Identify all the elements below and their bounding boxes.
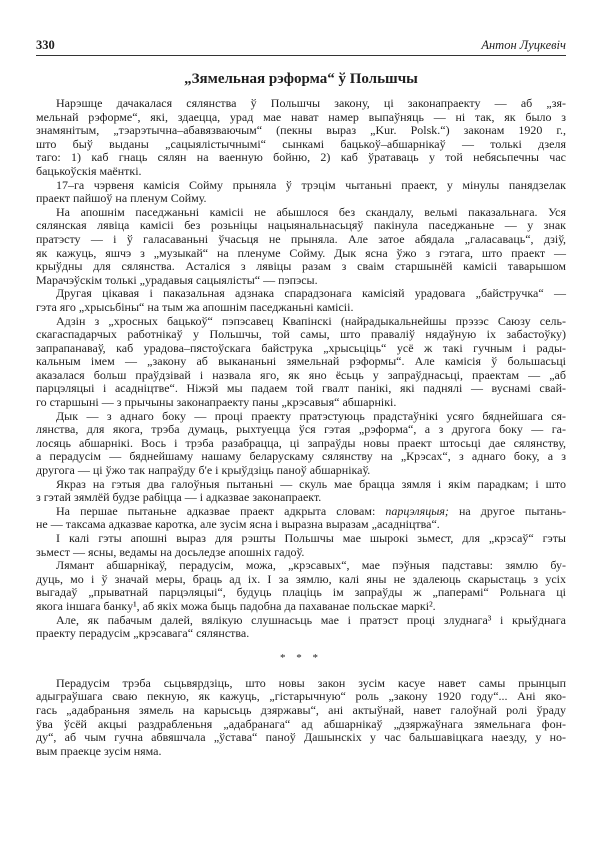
text-line: зьмест — ясны, ведамы на досьледзе апошніх гадоў.: [36, 544, 305, 559]
text-line: лосяць абшарнікі. Вось і трэба разабрацца, ці запраўды новы праект штосьці дае сялянству,: [36, 435, 566, 450]
text-line: кальным імем — „закону аб выкананьні зямельнай рэформы“. Але камісія ў большасьці: [36, 354, 566, 369]
paragraph: [36, 315, 566, 410]
text-line: таго: 1) каб гнаць сялян на ваенную бойню, 2) каб ўратаваць у той небясьпечны час: [36, 150, 566, 165]
text-line: ду“, аб чым гучна абвяшчала „ўстава“ паноў Дашынскіх у час бальшавіцкага наезду, у но-: [36, 730, 566, 745]
article-body: [36, 97, 566, 758]
text-line: ўва ўсёй акцыі раздрабленьня „адабранага“ ад абшарнікаў „дзяржаўнага зямельнага фон-: [36, 716, 566, 731]
text-line: пратэсту — і ў галасаваньні ўчасьця не прыняла. Але затое абядала „галасаваць“, дзіў,: [36, 231, 566, 246]
paragraph: [36, 287, 566, 314]
text-line: праекту перадусім „крэсавага“ сялянства.: [36, 626, 250, 641]
text-line: праект пайшоў на пленум Сойму.: [36, 191, 207, 206]
paragraph: [36, 505, 566, 532]
text-line: што быў выданы „сацыялістычнымі“ сынкамі бацькоў–абшарнікаў — толькі дзеля: [36, 136, 566, 151]
paragraph: [36, 97, 566, 179]
italic-term: парцэляцыя;: [385, 503, 449, 518]
running-header-author: Антон Луцкевіч: [481, 38, 566, 52]
text-line: з гэтай зямлёй будзе рабіцца — і адказвае законапраект.: [36, 490, 322, 505]
paragraph: [36, 559, 566, 613]
text-line: Лямант абшарнікаў, перадусім, можа, „крэсавых“, мае пэўныя падставы: зямлю бу-: [56, 558, 566, 573]
text-line: Нарэшце дачакалася сялянства ў Польшчы закону, ці законапраекту — аб „зя-: [56, 96, 566, 110]
text-line: 17–га чэрвеня камісія Сойму прыняла ў трэцім чытаньні праект, у мінулы панядзелак: [56, 177, 566, 192]
text-line: запрапанаваў, каб урадова–пястоўскага байструка „хрысьціць“ усё ж такі гучным і рады-: [36, 340, 566, 355]
text-line: крыўдны для сялянства. Асталіся з лявіцы разам з сваім старшынёй камісіі таварышом: [36, 259, 566, 274]
text-line: скагаспадарчых работнікаў у Польшчы, той самы, што праваліў нядаўную іх забастоўку): [36, 327, 566, 342]
text-line: мельнай рэформе“, які, здаецца, урад мае нават намер выпаўняць — ні так, як было з: [36, 109, 566, 124]
body-section-main: [36, 97, 566, 641]
paragraph: [36, 410, 566, 478]
text-line: На апошнім паседжаньні камісіі не абышлося без скандалу, вельмі паказальнага. Уся: [56, 204, 566, 219]
text-line: Перадусім трэба сьцьвярдзіць, што новы закон зусім касуе навет самы прынцып: [56, 675, 566, 690]
text-line: Дык — з аднаго боку — проці праекту пратэстуюць прадстаўнікі усяго бяднейшага ся-: [56, 408, 566, 423]
text-line: гэта яго „хрысьбіны“ на тым жа апошнім паседжаньні камісіі.: [36, 299, 354, 314]
paragraph: [36, 179, 566, 206]
text-line: адыграўшага сваю пекную, як кажуць, „гістарычную“ роль „закону 1920 году“... Ані яко-: [36, 689, 566, 704]
article-title: „Зямельная рэформа“ ў Польшчы: [184, 71, 418, 87]
body-section-after: [36, 677, 566, 759]
text-line: выгадаў „прыватнай парцэляцыі“, будуць плаціць ім запраўды ж „паперамі“ Рольнага ці: [36, 585, 566, 600]
text-line: Якраз на гэтыя два галоўныя пытаньні — скуль мае брацца зямля і якім парадкам; і што: [56, 476, 566, 491]
text-line: а перадусім — бяднейшаму нашаму беларускаму сялянству на „Крэсах“, з аднаго боку, а з: [36, 449, 566, 464]
paragraph: [36, 532, 566, 559]
text-line: як кажуць, яшчэ з „музыкай“ на пленуме Сойму. Дык ясна ўжо з гэтага, што праект —: [36, 245, 566, 260]
paragraph: [36, 478, 566, 505]
text-line: вым праекце зусім няма.: [36, 743, 162, 758]
text-line: лянства, для якога, трэба думаць, рыхтуецца ўся гэтая „рэформа“, а з другога боку — га-: [36, 422, 566, 437]
section-separator: * * *: [280, 651, 322, 664]
text-line: гась „адабраньня зямель на карысьць дзяржавы“, ані актыўнай, навет галоўнай ролі ўраду: [36, 702, 566, 717]
text-line: бацькоўскія маёнткі.: [36, 163, 142, 178]
text-line: сялянская лявіца камісіі без розьніцы нацыянальнасьцяў пакінула паседжаньне — у знак: [36, 218, 566, 233]
running-header: [36, 38, 566, 54]
header-rule: [36, 55, 566, 56]
text-line: знамянітым, „тэарэтычна–абавязваючым“ (пекны выраз „Kur. Polsk.“) законам 1920 г.,: [36, 123, 566, 138]
paragraph: [36, 677, 566, 759]
text-line: го старшыні — з прычыны законапраекту паны „крэсавыя“ абшарнікі.: [36, 395, 397, 410]
text-line: якога іншага банку¹, аб якіх можа быць падобна да пахаванае польскае маркі².: [36, 598, 436, 613]
paragraph: [36, 206, 566, 288]
text-line: На першае пытаньне адказвае праект адкрыта словам: парцэляцыя; на другое пытань-: [56, 503, 566, 518]
text-line: Адзін з „хросных бацькоў“ пэпэсавец Квапінскі (найрадыкальнейшы прэзэс Саюзу сель-: [56, 313, 566, 328]
text-line: І калі гэты апошні выраз для рэшты Польшчы мае шырокі зьмест, для „крэсаў“ гэты: [56, 531, 566, 545]
text-line: другога — ці ўжо так напраўду б'е і крыўдзіць паноў абшарнікаў.: [36, 463, 371, 478]
text-line: Але, як пабачым далей, вялікую слушнасьць мае і пратэст проці злуднага³ і крыўднага: [56, 612, 566, 627]
text-line: Марачэўскім толькі „урадавыя сацыялісты“ — пэпэсы.: [36, 272, 318, 287]
text-line: не — таксама адказвае каротка, але зусім ясна і выразна выразам „асадніцтва“.: [36, 517, 440, 532]
text-line: аказалася больш праўдзівай і назвала яго, як яно ёсьць у запраўднасьці, праектам — „аб: [36, 367, 566, 382]
text-line: дуць, мо і ў значай меры, браць ад іх. І за зямлю, калі яны не здалеюць скарыстаць з усіх: [36, 571, 566, 586]
paragraph: [36, 614, 566, 641]
text-line: парцэляцыі і асадніцтве“. Ніжэй мы падаем той гвалт панікі, які паднялі — вуснамі свай-: [36, 381, 566, 396]
text-line: Другая цікавая і паказальная адзнака спарадзонага камісіяй урадовага „байстручка“ —: [56, 286, 566, 301]
page-number: 330: [36, 38, 55, 52]
